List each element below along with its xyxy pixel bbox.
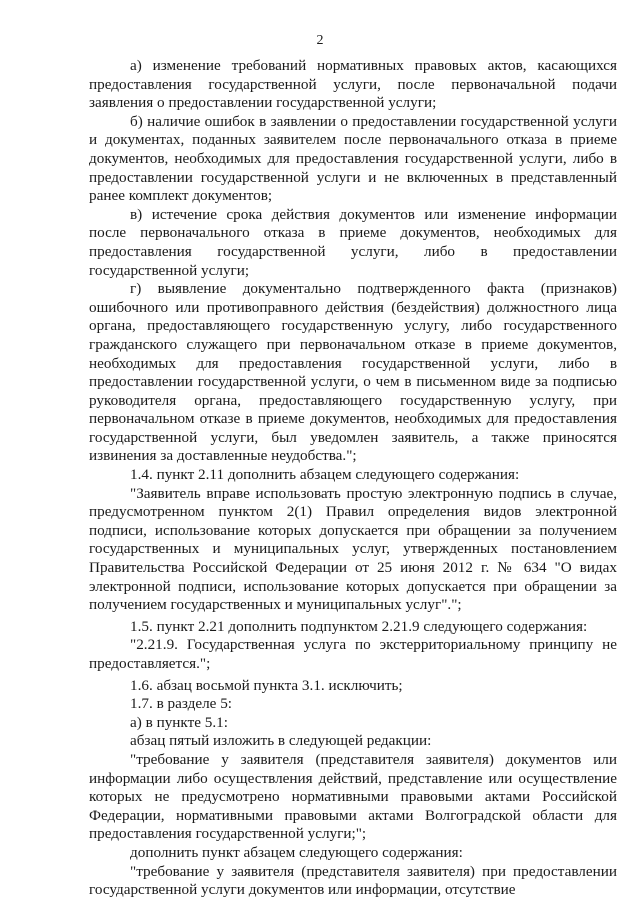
paragraph-c-expiry: в) истечение срока действия документов или изменение информации после первоначального отказа в приеме документов, необходимых для предоставления государственной услуги, либо в предоставлении государственной услуги; — [89, 205, 617, 279]
document-body — [89, 57, 617, 900]
paragraph-item-1-7: 1.7. в разделе 5: — [130, 695, 233, 713]
paragraph-item-1-5: 1.5. пункт 2.21 дополнить подпунктом 2.21.9 следующего содержания: — [130, 617, 588, 635]
paragraph-item-1-6: 1.6. абзац восьмой пункта 3.1. исключить; — [130, 676, 403, 694]
page-number: 2 — [316, 33, 324, 48]
paragraph-item-1-4: 1.4. пункт 2.11 дополнить абзацем следующего содержания: — [130, 466, 520, 484]
paragraph-a-changes: а) изменение требований нормативных правовых актов, касающихся предоставления государственной услуги, после первоначальной подачи заявления о предоставлении государственной услуги; — [89, 57, 617, 112]
paragraph-item-5-1: а) в пункте 5.1: — [130, 713, 228, 731]
paragraph-b-errors: б) наличие ошибок в заявлении о предоставлении государственной услуги и документах, поданных заявителем после первоначального отказа в приеме документов, необходимых для предоставления государственной услуги, либо в предоставлении государственной услуги и не включенных в представленный ранее комплект документов; — [89, 112, 617, 205]
paragraph-fifth-abzac: абзац пятый изложить в следующей редакции: — [130, 732, 432, 750]
paragraph-requirement-quote: "требование у заявителя (представителя заявителя) документов или информации либо осуществления действий, представление или осуществление которых не предусмотрено нормативными правовыми актами Российской Федерации, нормативными правовыми актами Волгоградской области для предоставления государственной услуги;"; — [89, 750, 617, 843]
paragraph-requirement-quote-2: "требование у заявителя (представителя заявителя) при предоставлении государственной услуги документов или информации, отсутствие — [89, 862, 617, 899]
paragraph-d-violation: г) выявление документально подтвержденного факта (признаков) ошибочного или противоправного действия (бездействия) должностного лица органа, предоставляющего государственную услугу, либо государственного гражданского служащего при первоначальном отказе в приеме документов, необходимых для предоставления государственной услуги, либо в предоставлении государственной услуги, о чем в письменном виде за подписью руководителя органа, предоставляющего государственную услугу, при первоначальном отказе в приеме документов, необходимых для предоставления государственной услуги, был уведомлен заявитель, а также приносятся извинения за доставленные неудобства."; — [89, 280, 617, 465]
paragraph-supplement: дополнить пункт абзацем следующего содержания: — [130, 843, 463, 861]
paragraph-2-21-9: "2.21.9. Государственная услуга по экстерриториальному принципу не предоставляется."; — [89, 636, 617, 672]
paragraph-e-signature: "Заявитель вправе использовать простую электронную подпись в случае, предусмотренном пунктом 2(1) Правил определения видов электронной подписи, использование которых допускается при обращении за получением государственных и муниципальных услуг, утвержденных постановлением Правительства Российской Федерации от 25 июня 2012 г. № 634 "О видах электронной подписи, использование которых допускается при обращении за получением государственных и муниципальных услуг"."; — [89, 484, 617, 614]
